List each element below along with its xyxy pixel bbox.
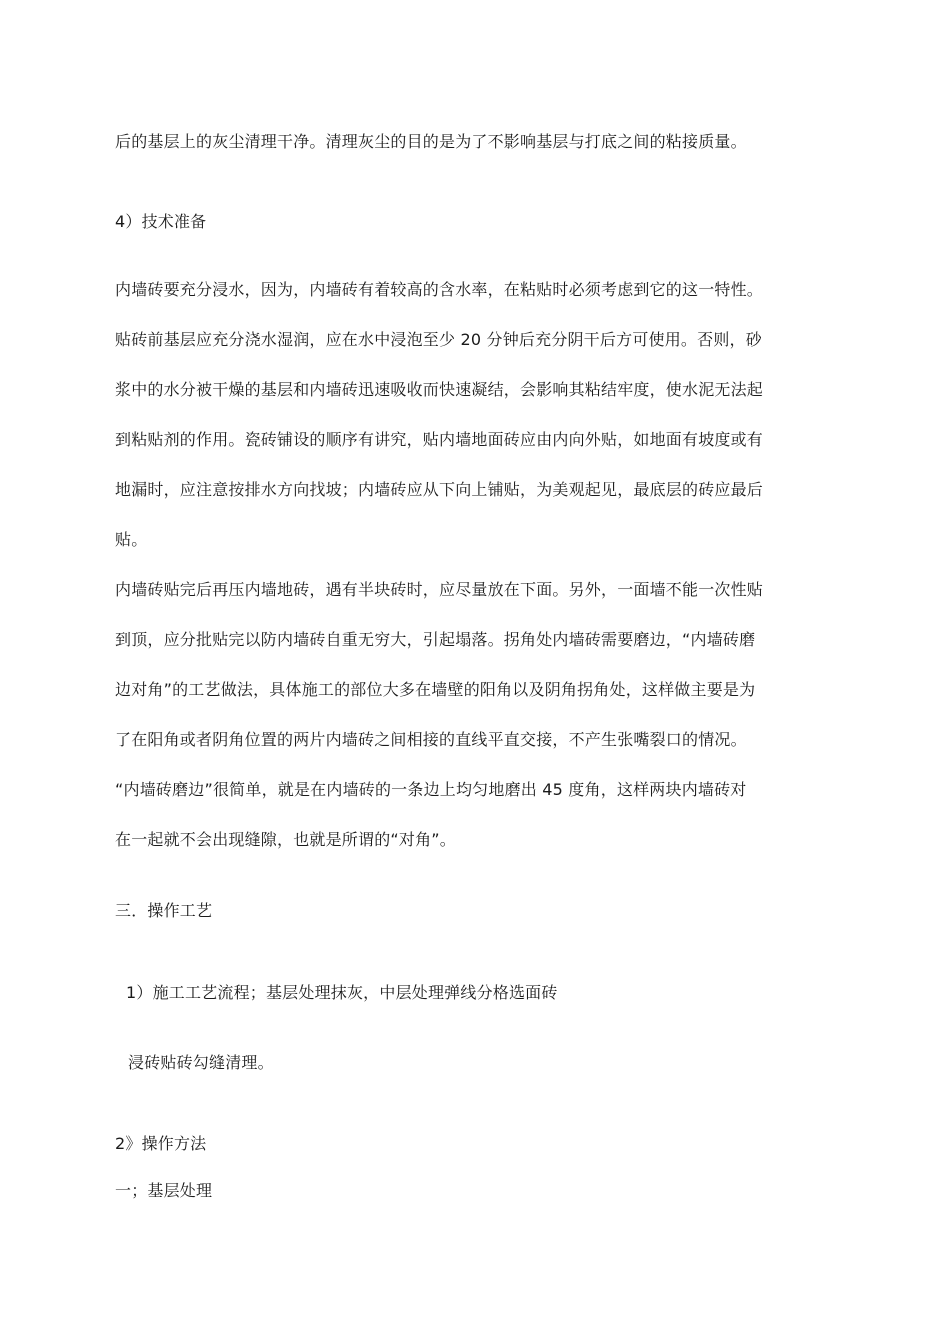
paragraph-line: 1）施工工艺流程；基层处理抹灰，中层处理弹线分格选面砖	[126, 983, 558, 1002]
section-heading: 一；基层处理	[115, 1181, 213, 1200]
paragraph-line: 在一起就不会出现缝隙，也就是所谓的“对角”。	[115, 830, 456, 849]
section-heading: 2》操作方法	[115, 1134, 207, 1153]
paragraph-line: 到顶，应分批贴完以防内墙砖自重无穷大，引起塌落。拐角处内墙砖需要磨边，“内墙砖磨	[115, 630, 756, 649]
paragraph-line: 贴。	[115, 530, 148, 549]
paragraph-line: 浸砖贴砖勾缝清理。	[128, 1053, 274, 1072]
paragraph-line: “内墙砖磨边”很简单，就是在内墙砖的一条边上均匀地磨出 45 度角，这样两块内墙砖对	[115, 780, 747, 799]
section-heading: 三．操作工艺	[115, 901, 213, 920]
paragraph-line: 浆中的水分被干燥的基层和内墙砖迅速吸收而快速凝结，会影响其粘结牢度，使水泥无法起	[115, 380, 764, 399]
section-heading: 4）技术准备	[115, 212, 207, 231]
paragraph-line: 边对角”的工艺做法，具体施工的部位大多在墙壁的阳角以及阴角拐角处，这样做主要是为	[115, 680, 756, 699]
paragraph-line: 内墙砖要充分浸水，因为，内墙砖有着较高的含水率，在粘贴时必须考虑到它的这一特性。	[115, 280, 764, 299]
paragraph-line: 了在阳角或者阴角位置的两片内墙砖之间相接的直线平直交接，不产生张嘴裂口的情况。	[115, 730, 747, 749]
paragraph-line: 贴砖前基层应充分浇水湿润，应在水中浸泡至少 20 分钟后充分阴干后方可使用。否则，砂	[115, 330, 762, 349]
paragraph-line: 地漏时，应注意按排水方向找坡；内墙砖应从下向上铺贴，为美观起见，最底层的砖应最后	[115, 480, 764, 499]
paragraph-line: 到粘贴剂的作用。瓷砖铺设的顺序有讲究，贴内墙地面砖应由内向外贴，如地面有坡度或有	[115, 430, 764, 449]
paragraph-line: 后的基层上的灰尘清理干净。清理灰尘的目的是为了不影响基层与打底之间的粘接质量。	[115, 132, 747, 151]
paragraph-line: 内墙砖贴完后再压内墙地砖，遇有半块砖时，应尽量放在下面。另外，一面墙不能一次性贴	[115, 580, 764, 599]
